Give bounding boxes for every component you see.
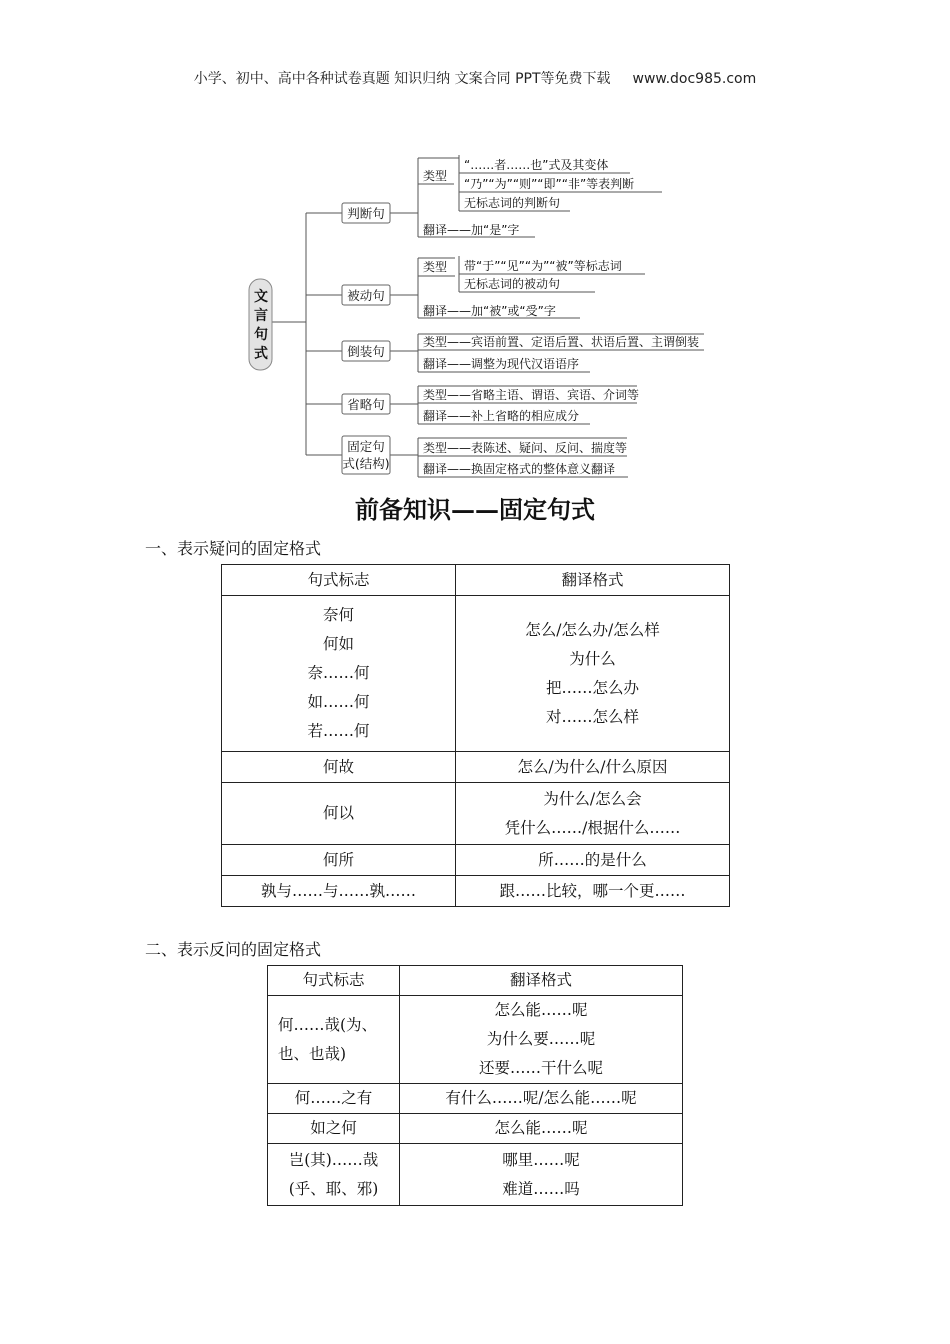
translation-line: 还要……干什么呢 [478, 1059, 603, 1077]
pattern-cell: 何……之有 [268, 1084, 400, 1114]
header-pattern: 句式标志 [222, 565, 456, 596]
translation-cell: 所……的是什么 [456, 845, 730, 876]
branch-judgment: 判断句 [347, 206, 385, 221]
translation-cell: 有什么……呢/怎么能……呢 [400, 1084, 683, 1114]
translation-line: 难道……吗 [502, 1179, 580, 1198]
branch-fixed-line2: 式(结构) [342, 456, 390, 471]
translation-line: 为什么/怎么会 [543, 789, 642, 808]
pattern-cell: 如之何 [268, 1114, 400, 1144]
table-row [222, 876, 730, 907]
rhetorical-table [267, 965, 683, 1206]
table-row [268, 1084, 683, 1114]
root-char-1: 文 [254, 289, 268, 305]
fixed-type: 类型——表陈述、疑问、反问、揣度等 [423, 441, 628, 455]
page-title: 前备知识——固定句式 [355, 495, 595, 524]
fixed-translation: 翻译——换固定格式的整体意义翻译 [423, 462, 616, 476]
omission-translation: 翻译——补上省略的相应成分 [423, 409, 580, 423]
judgment-type-3: 无标志词的判断句 [464, 196, 561, 210]
passive-translation: 翻译——加“被”或“受”字 [423, 304, 556, 318]
judgment-translation: 翻译——加“是”字 [423, 223, 520, 237]
pattern-line: 何如 [322, 635, 354, 653]
translation-cell [400, 1144, 683, 1206]
table-header-row [222, 565, 730, 596]
translation-cell: 跟……比较，哪一个更…… [456, 876, 730, 907]
section2-heading: 二、表示反问的固定格式 [145, 940, 322, 959]
branch-inverted: 倒装句 [347, 344, 385, 359]
pattern-cell [222, 596, 456, 752]
judgment-type-2: “乃”“为”“则”“即”“非”等表判断 [464, 177, 635, 191]
judgment-type-label: 类型 [423, 169, 448, 183]
root-char-2: 言 [254, 308, 268, 324]
table-row [268, 1114, 683, 1144]
table-row [268, 1144, 683, 1206]
translation-line: 哪里……呢 [502, 1150, 580, 1169]
pattern-cell [268, 1144, 400, 1206]
pattern-cell: 何以 [222, 783, 456, 845]
branch-passive: 被动句 [347, 288, 385, 303]
passive-type-label: 类型 [423, 260, 448, 274]
omission-type: 类型——省略主语、谓语、宾语、介词等 [423, 388, 640, 402]
passive-type-2: 无标志词的被动句 [464, 277, 561, 291]
branch-fixed-line1: 固定句 [347, 439, 385, 454]
pattern-line: 若……何 [307, 722, 370, 740]
translation-line: 怎么/怎么办/怎么样 [525, 620, 660, 639]
pattern-line: 岂(其)……哉 [288, 1150, 379, 1169]
table-header-row [268, 966, 683, 996]
header-text: 小学、初中、高中各种试卷真题 知识归纳 文案合同 PPT等免费下载 [193, 71, 611, 87]
pattern-line: 奈何 [322, 606, 354, 624]
table-row [222, 845, 730, 876]
translation-cell [456, 783, 730, 845]
table-row [222, 752, 730, 783]
translation-cell [456, 596, 730, 752]
translation-line: 为什么要……呢 [486, 1030, 596, 1048]
table-row [222, 596, 730, 752]
header-translation: 翻译格式 [456, 565, 730, 596]
pattern-line: 如……何 [307, 693, 370, 711]
pattern-line: (乎、耶、邪) [288, 1179, 379, 1198]
pattern-line: 奈……何 [307, 664, 370, 682]
pattern-cell: 孰与……与……孰…… [222, 876, 456, 907]
translation-line: 凭什么……/根据什么…… [504, 818, 681, 837]
table-row [222, 783, 730, 845]
root-char-4: 式 [254, 346, 268, 362]
inverted-type: 类型——宾语前置、定语后置、状语后置、主谓倒装 [423, 335, 700, 349]
translation-line: 为什么 [569, 649, 616, 668]
translation-line: 怎么能……呢 [494, 1001, 588, 1019]
passive-type-1: 带“于”“见”“为”“被”等标志词 [464, 259, 622, 273]
inverted-translation: 翻译——调整为现代汉语语序 [423, 357, 580, 371]
translation-line: 对……怎么样 [545, 707, 639, 726]
header-translation: 翻译格式 [400, 966, 683, 996]
pattern-cell [268, 996, 400, 1084]
translation-cell: 怎么能……呢 [400, 1114, 683, 1144]
header-site: www.doc985.com [632, 71, 757, 87]
question-table [221, 564, 730, 907]
branch-omission: 省略句 [347, 397, 385, 412]
section1-heading: 一、表示疑问的固定格式 [145, 539, 322, 558]
pattern-line: 也、也哉) [278, 1044, 347, 1063]
mindmap [0, 0, 950, 490]
header-pattern: 句式标志 [268, 966, 400, 996]
judgment-type-1: “……者……也”式及其变体 [464, 158, 609, 172]
root-char-3: 句 [254, 327, 268, 343]
pattern-line: 何……哉(为、 [278, 1015, 378, 1034]
pattern-cell: 何故 [222, 752, 456, 783]
translation-cell [400, 996, 683, 1084]
translation-cell: 怎么/为什么/什么原因 [456, 752, 730, 783]
pattern-cell: 何所 [222, 845, 456, 876]
translation-line: 把……怎么办 [545, 678, 639, 697]
table-row [268, 996, 683, 1084]
